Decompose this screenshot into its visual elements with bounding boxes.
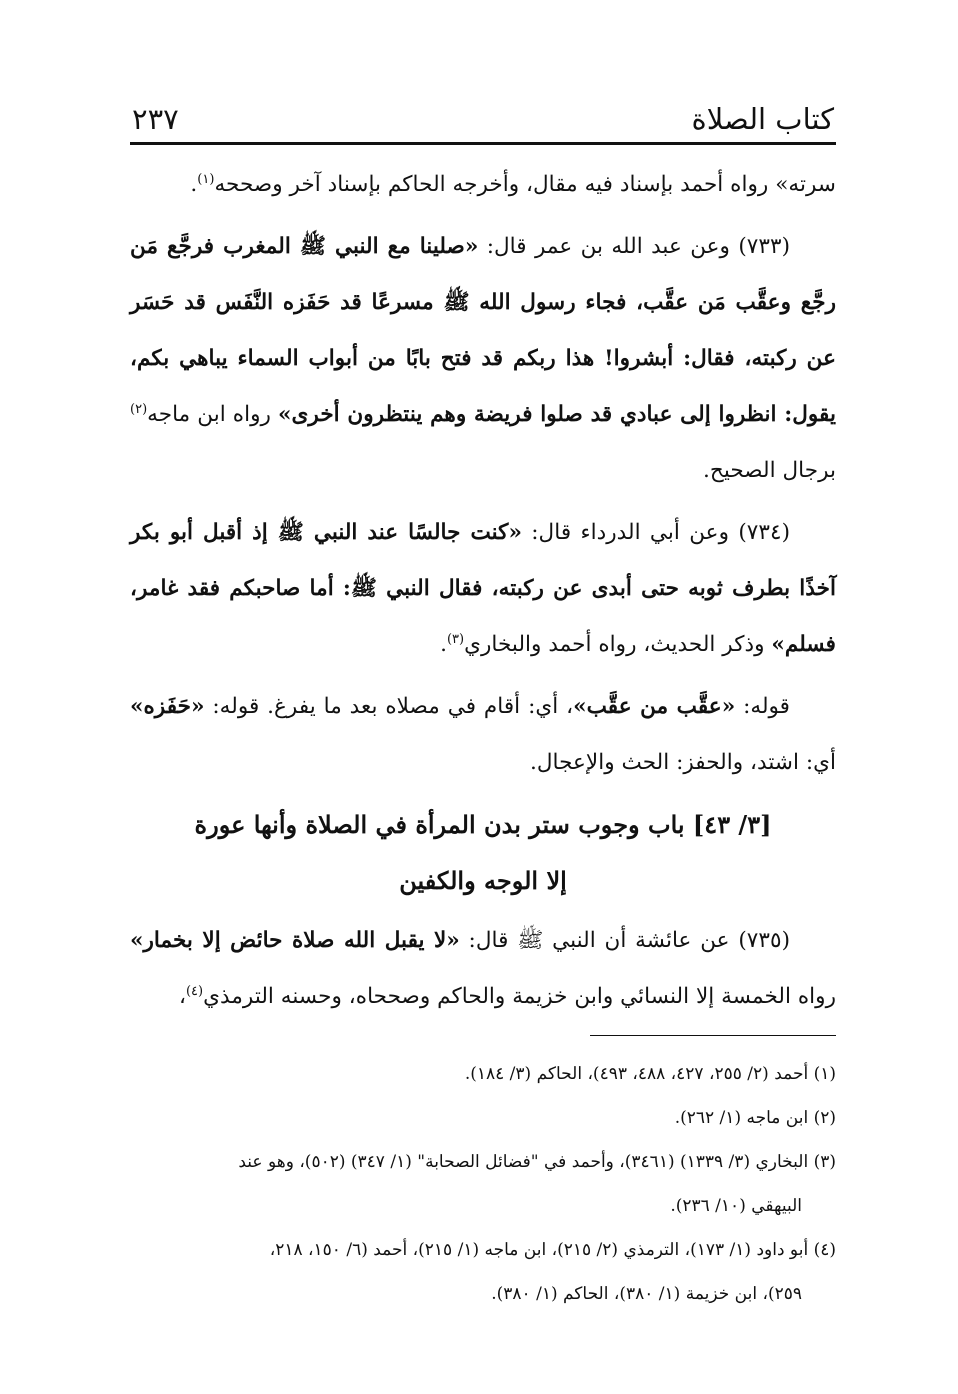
footnote-text: (٤) أبو داود (١/ ١٧٣)، الترمذي (٢/ ٢١٥)، ابن ماجه (١/ ٢١٥)، أحمد (٦/ ١٥٠، ٢١٨، [269,1240,836,1260]
commentary [130,679,836,791]
hadith-quote: «حَفَزه» [130,694,205,719]
footnote-text: (٢) ابن ماجه (١/ ٢٦٢). [674,1108,836,1128]
hadith-quote: «لا يقبل الله صلاة حائض إلا بخمار» [130,928,460,953]
page-body [130,157,836,1025]
text-run: سرته» رواه أحمد بإسناد فيه مقال، وأخرجه الحاكم بإسناد آخر وصححه [214,172,836,197]
text-run: برجال الصحيح. [703,458,836,483]
text-run: وذكر الحديث، رواه أحمد والبخاري [464,632,772,657]
text-run: أي: اشتد، والحفز: الحث والإعجال. [529,750,836,775]
footnote-continuation: البيهقي (١٠/ ٢٣٦). [670,1196,802,1216]
text-run: قوله: [735,694,790,719]
footnote-4 [130,1228,836,1316]
footnotes [130,1052,836,1316]
footnote-2 [130,1096,836,1140]
footnote-3 [130,1140,836,1228]
footnote-ref: (٢) [130,401,148,417]
footnote-1 [130,1052,836,1096]
hadith-735 [130,913,836,1025]
footnote-text: (١) أحمد (٢/ ٢٥٥، ٤٢٧، ٤٨٨، ٤٩٣)، الحاكم (٣/ ١٨٤). [464,1064,836,1084]
footnote-ref: (٣) [446,631,465,647]
page-number: ٢٣٧ [132,102,179,136]
text-run: . [440,632,447,657]
chapter-title: كتاب الصلاة [691,102,834,136]
book-page [130,96,836,1316]
page-header [130,96,836,145]
text-run: . [190,172,198,197]
text-run: رواه الخمسة إلا النسائي وابن خزيمة والحاكم وصححاه، وحسنه الترمذي [203,984,836,1009]
text-run: (٧٣٤) وعن أبي الدرداء قال: [521,520,790,545]
text-run: ، [178,984,186,1009]
text-run: (٧٣٥) عن عائشة أن النبي ﷺ قال: [459,928,791,953]
text-run: ، أي: أقام في مصلاه بعد ما يفرغ. قوله: [204,694,574,719]
footnote-text: (٣) البخاري (٣/ ١٣٣٩) (٣٤٦١)، وأحمد في "فضائل الصحابة" (١/ ٣٤٧) (٥٠٢)، وهو عند [238,1152,836,1172]
hadith-734 [130,505,836,673]
footnote-separator [590,1035,836,1036]
hadith-quote: «صلينا مع النبي ﷺ المغرب فرجَّع مَن رجَّع وعقَّب مَن عقَّب، فجاء رسول الله ﷺ مسرعًا قد حَفَزه النَّفَس قد حَسَر عن ركبته، فقال: أبشروا! هذا ربكم قد فتح بابًا من أبواب السماء يباهي بكم، يقول: انظروا إلى عبادي قد صلوا فريضة وهم ينتظرون أخرى» [130,234,836,427]
paragraph [130,157,836,213]
hadith-quote: «عقَّب من عقَّب» [573,694,736,719]
text-run: رواه ابن ماجه [147,402,279,427]
section-heading [130,797,836,909]
footnote-continuation: ٢٥٩)، ابن خزيمة (١/ ٣٨٠)، الحاكم (١/ ٣٨٠). [491,1284,802,1304]
text-run: (٧٣٣) وعن عبد الله بن عمر قال: [478,234,790,259]
section-heading-line-2: إلا الوجه والكفين [399,866,567,895]
footnote-ref: (٤) [185,983,204,999]
hadith-quote: «كنت جالسًا عند النبي ﷺ إذ أقبل أبو بكر آخذًا بطرف ثوبه حتى أبدى عن ركبته، فقال النبي ﷺ: أما صاحبكم فقد غامر، فسلم» [130,520,836,657]
footnote-ref: (١) [197,171,215,187]
hadith-733 [130,219,836,499]
section-heading-line-1: [٣/ ٤٣] باب وجوب ستر بدن المرأة في الصلاة وأنها عورة [194,810,772,839]
